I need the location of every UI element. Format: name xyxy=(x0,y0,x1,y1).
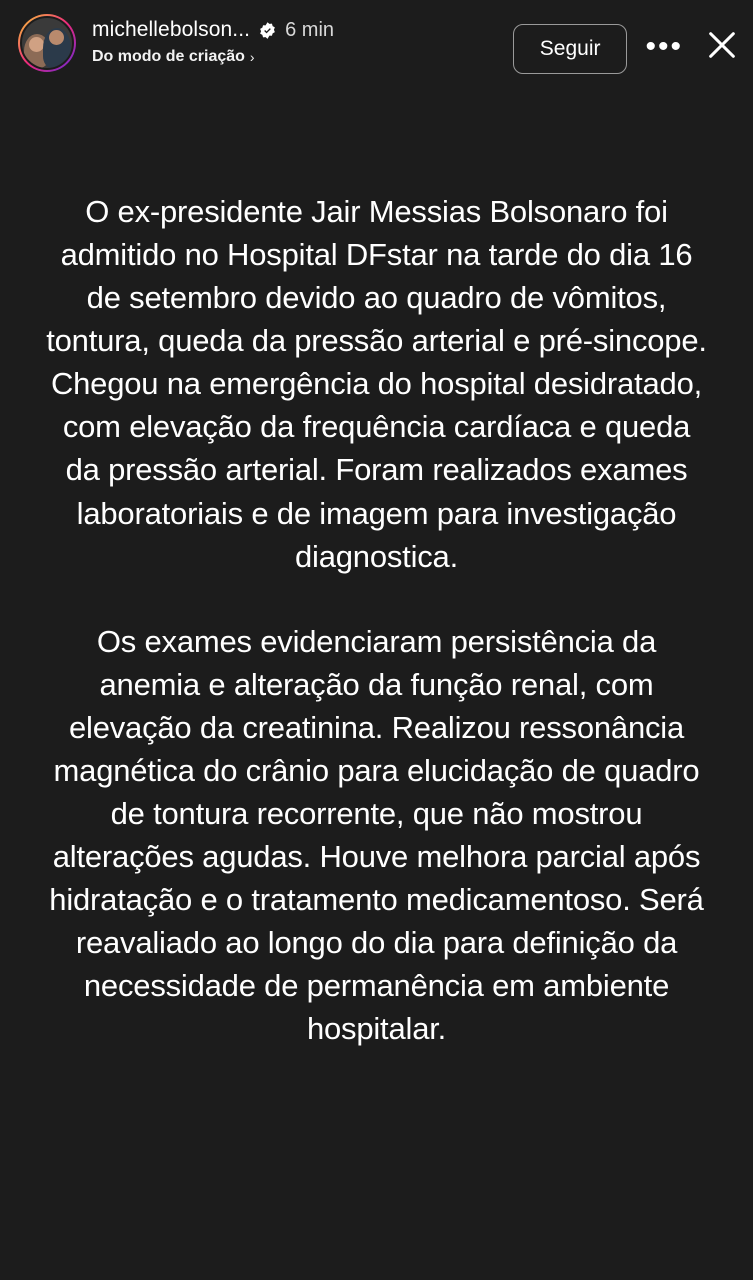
chevron-right-icon: › xyxy=(249,49,255,65)
story-paragraph: Os exames evidenciaram persistência da anemia e alteração da função renal, com elevação da creatinina. Realizou ressonância magnética do crânio para elucidação de quadro de tontura recorrente, que não mostrou alterações agudas. Houve melhora parcial após hidratação e o tratamento medicamentoso. Será reavaliado ao longo do dia para definição da necessidade de permanência em ambiente hospitalar. xyxy=(49,623,704,1047)
follow-button[interactable]: Seguir xyxy=(513,24,628,74)
header-texts xyxy=(92,18,503,66)
creation-mode-label: Do modo de criação xyxy=(92,48,245,65)
story-header xyxy=(0,0,753,90)
close-glyph xyxy=(705,28,739,62)
avatar-person-right xyxy=(43,28,71,68)
username-label[interactable]: michellebolson... xyxy=(92,18,251,41)
more-options-icon[interactable]: ••• xyxy=(645,30,683,63)
header-secondary-line[interactable] xyxy=(92,48,503,66)
avatar-image xyxy=(20,16,74,70)
verified-badge-icon xyxy=(258,21,277,40)
timestamp-label: 6 min xyxy=(285,18,335,41)
story-text-content xyxy=(46,190,707,1050)
close-icon[interactable] xyxy=(705,28,739,62)
header-primary-line xyxy=(92,18,503,42)
story-paragraph: O ex-presidente Jair Messias Bolsonaro foi admitido no Hospital DFstar na tarde do dia 16 de setembro devido ao quadro de vômitos, tontura, queda da pressão arterial e pré-sincope. Chegou na emergência do hospital desidratado, com elevação da frequência cardíaca e queda da pressão arterial. Foram realizados exames laboratoriais e de imagem para investigação diagnostica. xyxy=(46,194,707,574)
avatar[interactable] xyxy=(18,14,76,72)
